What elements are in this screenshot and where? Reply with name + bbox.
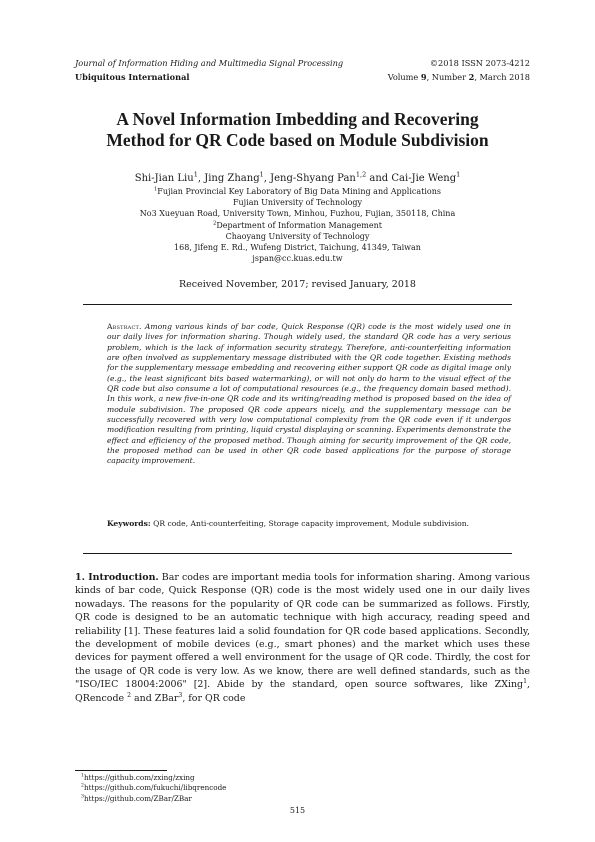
author-name: Jeng-Shyang Pan	[270, 173, 356, 184]
footnote-number: 1	[81, 773, 84, 779]
footnote-link[interactable]: https://github.com/fukuchi/libqrencode	[83, 783, 227, 793]
abstract-bottom-rule	[83, 553, 512, 554]
footnotes	[81, 773, 226, 804]
author-affiliation-mark: 1	[456, 170, 461, 179]
author	[391, 170, 461, 184]
affiliation-2-line-3: 168, Jifeng E. Rd., Wufeng District, Taichung, 41349, Taiwan	[174, 243, 421, 253]
footnote-number: 2	[81, 784, 84, 790]
publisher: Ubiquitous International	[75, 72, 190, 82]
author-affiliation-mark: 1	[193, 170, 198, 179]
running-header-bottom	[75, 72, 530, 83]
author-list	[60, 172, 535, 185]
number-prefix: , Number	[426, 72, 469, 82]
affiliation-mark: 2	[213, 219, 217, 226]
footnote	[81, 773, 226, 783]
affiliation-text: Department of Information Management	[216, 220, 382, 230]
abstract	[107, 322, 511, 467]
author-affiliation-mark: 1,2	[355, 170, 367, 179]
affiliation-1-line-3: No3 Xueyuan Road, University Town, Minhou, Fuzhou, Fujian, 350118, China	[139, 209, 456, 219]
footnote	[81, 794, 226, 804]
author	[134, 170, 205, 184]
volume-number: 9	[420, 72, 427, 82]
abstract-label: Abstract.	[107, 322, 142, 331]
journal-name: Journal of Information Hiding and Multimedia Signal Processing	[75, 58, 344, 68]
author-separator: ,	[263, 173, 271, 184]
volume-info	[388, 72, 530, 83]
author-separator: ,	[197, 173, 205, 184]
footnote-mark[interactable]: 1	[523, 678, 527, 686]
section-heading: 1. Introduction.	[75, 572, 159, 583]
footnote-mark[interactable]: 3	[178, 691, 183, 699]
body-text: , for QR code	[182, 692, 246, 704]
affiliation-1-line-1	[60, 186, 535, 197]
body-text: Bar codes are important media tools for information sharing. Among various kinds of bar code, Quick Response (QR) code is the most widely used one in our daily lives nowadays. The reasons for the popularity of QR code can be summarized as follows. Firstly, QR code is designed to be an automatic technique with high accuracy, reading speed and reliability [1]. These features laid a solid foundation for QR code based applications. Secondly, the development of mobile devices (e.g., smart phones) and the market which uses these devices for payment offered a well environment for the usage of QR code. Thirdly, the cost for the usage of QR code is very low. As we know, there are well defined standards, such as the "ISO/IEC 18004:2006" [2]. Abide by the standard, open source softwares, like ZXing	[75, 572, 530, 691]
footnote-rule	[75, 770, 167, 771]
keywords-label: Keywords:	[107, 519, 151, 528]
received-dates: Received November, 2017; revised January, 2018	[179, 279, 416, 290]
abstract-top-rule	[83, 304, 512, 305]
affiliations	[60, 186, 535, 264]
affiliation-text: Fujian Provincial Key Laboratory of Big Data Mining and Applications	[157, 187, 441, 196]
issn: ©2018 ISSN 2073-4212	[429, 58, 530, 68]
author-name: Jing Zhang	[204, 173, 260, 184]
running-header-top	[75, 58, 530, 69]
abstract-text: Among various kinds of bar code, Quick Response (QR) code is the most widely used one in our daily lives for information sharing. Though widely used, the standard QR code has a very serious problem, which is the lack of information security strategy. Therefore, anti-counterfeiting information are often involved as supplementary message distributed with the QR code together. Existing methods for the supplementary message embedding and recovering either support QR code as digital image only (e.g., the least significant bits based watermarking), or will not only do harm to the visual effect of the QR code but also consume a lot of computational resources (e.g., the frequency domain based method). In this work, a new five-in-one QR code and its writing/reading method is proposed based on the idea of module subdivision. The proposed QR code appears nicely, and the supplementary message can be successfully recovered with very low computational complexity from the QR code even if it undergos modification resulting from printing, liquid crystal displaying or scanning. Experiments demonstrate the effect and efficiency of the proposed method. Though aiming for security improvement of the QR code, the proposed method can be used in other QR code based applications for the purpose of storage capacity improvement.	[107, 322, 511, 466]
keywords-text: QR code, Anti-counterfeiting, Storage capacity improvement, Module subdivision.	[153, 519, 470, 528]
footnote-number: 3	[81, 794, 84, 800]
author-name: Shi-Jian Liu	[134, 173, 194, 184]
author-affiliation-mark: 1	[259, 170, 264, 179]
affiliation-1-line-2: Fujian University of Technology	[232, 198, 363, 208]
author	[270, 170, 392, 184]
body-text: , QRencode	[75, 679, 530, 704]
volume-prefix: Volume	[387, 72, 421, 82]
issue-number: 2	[468, 72, 475, 82]
contact-email[interactable]: jspan@cc.kuas.edu.tw	[252, 254, 343, 264]
body-text: and ZBar	[131, 692, 179, 704]
author	[204, 170, 271, 184]
paper-title	[60, 109, 535, 151]
affiliation-2-line-2: Chaoyang University of Technology	[225, 231, 370, 241]
author-name: Cai-Jie Weng	[391, 173, 457, 184]
issue-date: , March 2018	[474, 72, 530, 82]
title-line-2: Method for QR Code based on Module Subdivision	[106, 130, 489, 150]
footnote-link[interactable]: https://github.com/ZBar/ZBar	[83, 793, 192, 803]
footnote-mark[interactable]: 2	[127, 691, 132, 699]
footnote	[81, 783, 226, 793]
introduction-section	[75, 571, 530, 705]
affiliation-mark: 1	[153, 186, 158, 193]
title-line-1: A Novel Information Imbedding and Recovering	[116, 109, 479, 129]
affiliation-2-line-1	[60, 220, 535, 231]
keywords	[107, 519, 511, 529]
author-separator: and	[366, 173, 392, 184]
footnote-link[interactable]: https://github.com/zxing/zxing	[83, 773, 195, 782]
page-number: 515	[289, 806, 306, 815]
